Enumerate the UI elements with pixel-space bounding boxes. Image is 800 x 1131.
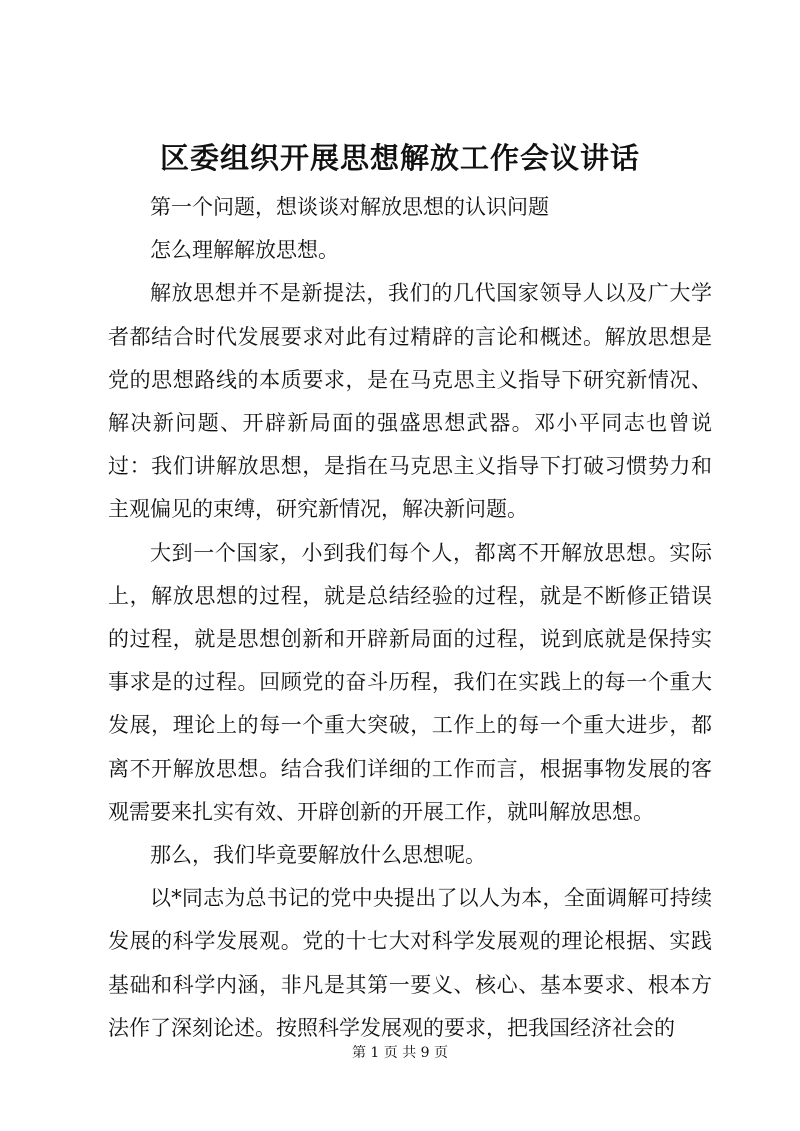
paragraph-1: 第一个问题，想谈谈对解放思想的认识问题 — [150, 195, 549, 219]
paragraph-5: 那么，我们毕竟要解放什么思想呢。 — [150, 843, 486, 868]
document-title: 区委组织开展思想解放工作会议讲话 — [159, 141, 640, 175]
page-footer: 第 1 页 共 9 页 — [351, 1045, 449, 1061]
paragraph-4: 大到一个国家，小到我们每个人，都离不开解放思想。实际上，解放思想的过程，就是总结经验的过程，就是不断修正错误的过程，就是思想创新和开辟新局面的过程，说到底就是保持实事求是的过程。回顾党的奋斗历程，我们在实践上的每一个重大发展，理论上的每一个重大突破，工作上的每一个重大进步，都离不开解放思想。结合我们详细的工作而言，根据事物发展的客观需要来扎实有效、开辟创新的开展工作，就叫解放思想。 — [108, 540, 712, 824]
document-body — [108, 186, 712, 1050]
paragraph-2: 怎么理解解放思想。 — [150, 238, 339, 263]
paragraph-3: 解放思想并不是新提法，我们的几代国家领导人以及广大学者都结合时代发展要求对此有过精辟的言论和概述。解放思想是党的思想路线的本质要求，是在马克思主义指导下研究新情况、解决新问题、开辟新局面的强盛思想武器。邓小平同志也曾说过：我们讲解放思想，是指在马克思主义指导下打破习惯势力和主观偏见的束缚，研究新情况，解决新问题。 — [108, 281, 712, 522]
paragraph-6: 以*同志为总书记的党中央提出了以人为本，全面调解可持续发展的科学发展观。党的十七大对科学发展观的理论根据、实践基础和科学内涵，非凡是其第一要义、核心、基本要求、根本方法作了深刻论述。按照科学发展观的要求，把我国经济社会的 — [108, 886, 712, 1040]
